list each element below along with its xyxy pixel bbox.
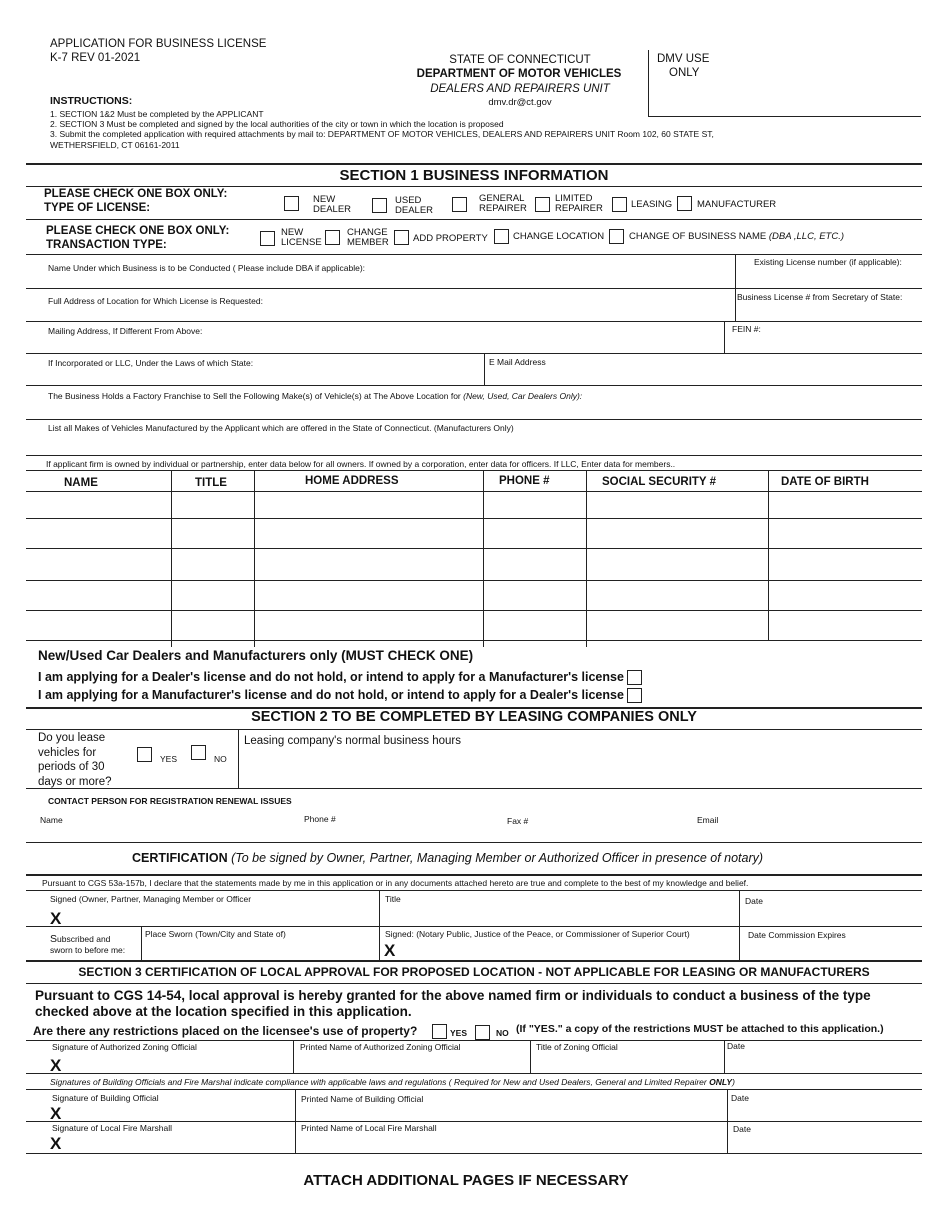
makes-rule (26, 455, 922, 456)
owners-col-divider-1 (171, 470, 172, 647)
mailing-address-label: Mailing Address, If Different From Above: (48, 326, 203, 336)
section3-title-rule (26, 983, 922, 984)
new-dealer-label: NEW DEALER (313, 194, 352, 215)
used-dealer-checkbox[interactable] (372, 198, 387, 213)
limited-repairer-label: LIMITED REPAIRER (555, 193, 603, 214)
restrictions-yes-label: YES (450, 1028, 468, 1038)
section3-title: SECTION 3 CERTIFICATION OF LOCAL APPROVAL FOR PROPOSED LOCATION - NOT APPLICABLE FOR LEASING OR MANUFACTURERS (78, 965, 870, 979)
change-location-label: CHANGE LOCATION (513, 231, 605, 242)
table-row[interactable] (26, 548, 922, 549)
manufacturer-license-option: I am applying for a Manufacturer's license and do not hold, or intend to apply for a Dealer's license (38, 688, 624, 702)
zoning-date-label: Date (727, 1041, 745, 1051)
lease-hours-label: Leasing company's normal business hours (244, 735, 461, 747)
building-name-label: Printed Name of Building Official (301, 1094, 424, 1104)
contact-phone-label: Phone # (304, 814, 336, 824)
existing-license-label: Existing License number (if applicable): (754, 257, 902, 267)
table-row[interactable] (26, 640, 922, 641)
owners-table-top (26, 470, 922, 471)
table-row[interactable] (26, 580, 922, 581)
lease-hours-divider (238, 729, 239, 788)
fire-marshal-date-label: Date (733, 1124, 751, 1134)
applicant-date-label: Date (745, 896, 763, 906)
building-row-rule (26, 1121, 922, 1122)
incorporated-rule (26, 385, 922, 386)
general-repairer-checkbox[interactable] (452, 197, 467, 212)
lease-question: Do you lease vehicles for periods of 30 days or more? (38, 732, 112, 788)
signature-row-rule (26, 926, 922, 927)
restrictions-no-label: NO (496, 1028, 509, 1038)
zoning-row-rule (26, 1073, 922, 1074)
fire-marshal-name-label: Printed Name of Local Fire Marshall (301, 1123, 437, 1133)
business-name-rule (26, 288, 922, 289)
instructions-heading: INSTRUCTIONS: (50, 95, 133, 107)
leasing-checkbox[interactable] (612, 197, 627, 212)
unit-name: DEALERS AND REPAIRERS UNIT (430, 83, 610, 95)
owners-header-rule (26, 491, 922, 492)
lease-yes-label: YES (160, 754, 178, 764)
building-signature-x: X (50, 1104, 62, 1123)
contact-name-label: Name (40, 815, 63, 825)
table-row[interactable] (26, 518, 922, 519)
col-title-header: TITLE (195, 477, 227, 489)
col-dob-header: DATE OF BIRTH (781, 476, 869, 488)
local-approval-line-1: Pursuant to CGS 14-54, local approval is hereby granted for the above named firm or individuals to conduct a business of the type (35, 988, 871, 1003)
commission-expires-label: Date Commission Expires (748, 930, 846, 940)
restrictions-note: (If "YES." a copy of the restrictions MUST be attached to this application.) (516, 1023, 884, 1035)
zoning-signature-x: X (50, 1056, 62, 1075)
owners-col-divider-3 (483, 470, 484, 647)
existing-license-divider (735, 254, 736, 289)
lease-row-rule (26, 788, 922, 789)
certification-title: CERTIFICATION (To be signed by Owner, Partner, Managing Member or Authorized Officer in presence of notary) (132, 851, 764, 865)
col-ssn-header: SOCIAL SECURITY # (602, 476, 716, 488)
instruction-line-2: 2. SECTION 3 Must be completed and signed by the local authorities of the city or town in which the location is proposed (50, 119, 504, 129)
contact-heading: CONTACT PERSON FOR REGISTRATION RENEWAL ISSUES (48, 796, 292, 806)
lease-no-label: NO (214, 754, 227, 764)
restrictions-no-checkbox[interactable] (475, 1025, 490, 1040)
local-approval-line-2: checked above at the location specified in this application. (35, 1004, 412, 1019)
section3-top-rule (26, 960, 922, 962)
restrictions-question: Are there any restrictions placed on the licensee's use of property? (33, 1024, 418, 1038)
business-name-label: Name Under which Business is to be Conducted ( Please include DBA if applicable): (48, 263, 366, 273)
restrictions-rule (26, 1040, 922, 1041)
email-address-label: E Mail Address (489, 357, 546, 367)
zoning-col-divider-1 (293, 1040, 294, 1073)
state-name: STATE OF CONNECTICUT (449, 54, 591, 66)
manufacturer-label: MANUFACTURER (697, 199, 777, 210)
fire-marshal-signature-x: X (50, 1134, 62, 1153)
license-row-rule (26, 219, 922, 220)
dealer-check-heading: New/Used Car Dealers and Manufacturers only (MUST CHECK ONE) (38, 648, 474, 663)
cert-col-divider-1 (379, 890, 380, 960)
place-sworn-divider (141, 926, 142, 960)
license-question: PLEASE CHECK ONE BOX ONLY: (44, 188, 228, 200)
notary-signature-label: Signed: (Notary Public, Justice of the Peace, or Commissioner of Superior Court) (385, 929, 690, 939)
transaction-row-rule (26, 254, 922, 255)
building-date-label: Date (731, 1093, 749, 1103)
applicant-signature-label: Signed (Owner, Partner, Managing Member or Officer (50, 894, 252, 904)
instruction-line-1: 1. SECTION 1&2 Must be completed by the APPLICANT (50, 109, 264, 119)
dealer-license-checkbox[interactable] (627, 670, 642, 685)
manufactured-makes-label: List all Makes of Vehicles Manufactured by the Applicant which are offered in the State of Connecticut. (Manufacturers Only) (48, 423, 514, 433)
contact-email: dmv.dr@ct.gov (488, 97, 552, 108)
used-dealer-label: USED DEALER (395, 195, 434, 216)
transaction-type-label: TRANSACTION TYPE: (46, 239, 167, 251)
dmv-only-label: ONLY (669, 67, 700, 79)
mailing-address-rule (26, 353, 922, 354)
applicant-signature-x: X (50, 909, 62, 928)
table-row[interactable] (26, 610, 922, 611)
subscribed-label: Subscribed and sworn to before me: (50, 933, 126, 955)
zoning-title-label: Title of Zoning Official (536, 1042, 618, 1052)
zoning-col-divider-2 (530, 1040, 531, 1073)
attach-pages-note: ATTACH ADDITIONAL PAGES IF NECESSARY (303, 1172, 629, 1189)
sos-license-label: Business License # from Secretary of State: (737, 292, 903, 302)
full-address-rule (26, 321, 922, 322)
dmv-box-bottom (648, 116, 921, 117)
change-member-checkbox[interactable] (325, 230, 340, 245)
instruction-line-4: WETHERSFIELD, CT 06161-2011 (50, 140, 180, 150)
incorporated-state-label: If Incorporated or LLC, Under the Laws of which State: (48, 358, 254, 368)
col-name-header: NAME (64, 477, 98, 489)
owners-note: If applicant firm is owned by individual or partnership, enter data below for all owners. If owned by a corporation, enter data for officers. If LLC, Enter data for members.. (46, 459, 676, 469)
cert-col-divider-2 (739, 890, 740, 960)
owners-col-divider-2 (254, 470, 255, 647)
add-property-label: ADD PROPERTY (413, 233, 488, 244)
zoning-col-divider-3 (724, 1040, 725, 1073)
license-type-label: TYPE OF LICENSE: (44, 202, 151, 214)
building-fire-note: Signatures of Building Officials and Fire Marshal indicate compliance with applicable laws and regulations ( Required for New and Used Dealers, General and Limited Repairer ONLY) (50, 1077, 735, 1087)
fire-marshal-signature-label: Signature of Local Fire Marshall (52, 1123, 173, 1133)
add-property-checkbox[interactable] (394, 230, 409, 245)
new-license-label: NEW LICENSE (281, 227, 322, 248)
zoning-name-label: Printed Name of Authorized Zoning Official (300, 1042, 461, 1052)
section1-top-rule (26, 163, 922, 165)
col-home-address-header: HOME ADDRESS (305, 475, 399, 487)
building-note-rule (26, 1089, 922, 1090)
manufacturer-checkbox[interactable] (677, 196, 692, 211)
change-location-checkbox[interactable] (494, 229, 509, 244)
contact-row-rule (26, 842, 922, 843)
section2-title-rule (26, 729, 922, 730)
dmv-box-left (648, 50, 649, 116)
transaction-question: PLEASE CHECK ONE BOX ONLY: (46, 225, 230, 237)
general-repairer-label: GENERAL REPAIRER (479, 193, 527, 214)
dmv-use-label: DMV USE (657, 53, 710, 65)
section1-title-rule (26, 186, 922, 187)
change-business-name-label: CHANGE OF BUSINESS NAME (DBA ,LLC, ETC.) (629, 231, 845, 242)
owners-col-divider-5 (768, 470, 769, 640)
new-dealer-checkbox[interactable] (284, 196, 299, 211)
form-title: APPLICATION FOR BUSINESS LICENSE (50, 38, 267, 50)
section2-title: SECTION 2 TO BE COMPLETED BY LEASING COMPANIES ONLY (251, 709, 697, 725)
lease-yes-checkbox[interactable] (137, 747, 152, 762)
limited-repairer-checkbox[interactable] (535, 197, 550, 212)
col-phone-header: PHONE # (499, 475, 550, 487)
change-business-name-checkbox[interactable] (609, 229, 624, 244)
applicant-title-label: Title (385, 894, 401, 904)
building-signature-label: Signature of Building Official (52, 1093, 159, 1103)
notary-signature-x: X (384, 941, 396, 960)
leasing-label: LEASING (631, 199, 673, 210)
fire-marshal-row-rule (26, 1153, 922, 1154)
department-name: DEPARTMENT OF MOTOR VEHICLES (416, 68, 622, 80)
owners-col-divider-4 (586, 470, 587, 647)
sos-license-divider (735, 288, 736, 322)
form-revision: K-7 REV 01-2021 (50, 52, 141, 64)
contact-email-label: Email (697, 815, 719, 825)
manufacturer-license-checkbox[interactable] (627, 688, 642, 703)
certification-statement: Pursuant to CGS 53a-157b, I declare that the statements made by me in this application or in any documents attached hereto are true and complete to the best of my knowledge and belief. (42, 878, 749, 888)
lease-no-checkbox[interactable] (191, 745, 206, 760)
change-member-label: CHANGE MEMBER (347, 227, 389, 248)
fein-divider (724, 321, 725, 354)
franchise-label: The Business Holds a Factory Franchise to Sell the Following Make(s) of Vehicle(s) at The Above Location for (New, Used, Car Dealers Only): (48, 391, 583, 401)
certification-top-rule (26, 874, 922, 876)
certification-statement-rule (26, 890, 922, 891)
restrictions-yes-checkbox[interactable] (432, 1024, 447, 1039)
section1-title: SECTION 1 BUSINESS INFORMATION (339, 167, 609, 184)
full-address-label: Full Address of Location for Which License is Requested: (48, 296, 263, 306)
email-divider (484, 353, 485, 385)
zoning-signature-label: Signature of Authorized Zoning Official (52, 1042, 197, 1052)
contact-fax-label: Fax # (507, 816, 529, 826)
franchise-rule (26, 419, 922, 420)
place-sworn-label: Place Sworn (Town/City and State of) (145, 929, 286, 939)
new-license-checkbox[interactable] (260, 231, 275, 246)
dealer-license-option: I am applying for a Dealer's license and do not hold, or intend to apply for a Manufacturer's license (38, 670, 624, 684)
fein-label: FEIN #: (732, 324, 761, 334)
instruction-line-3: 3. Submit the completed application with required attachments by mail to: DEPARTMENT OF MOTOR VEHICLES, DEALERS AND REPAIRERS UNIT Room 102, 60 STATE ST, (50, 129, 714, 139)
